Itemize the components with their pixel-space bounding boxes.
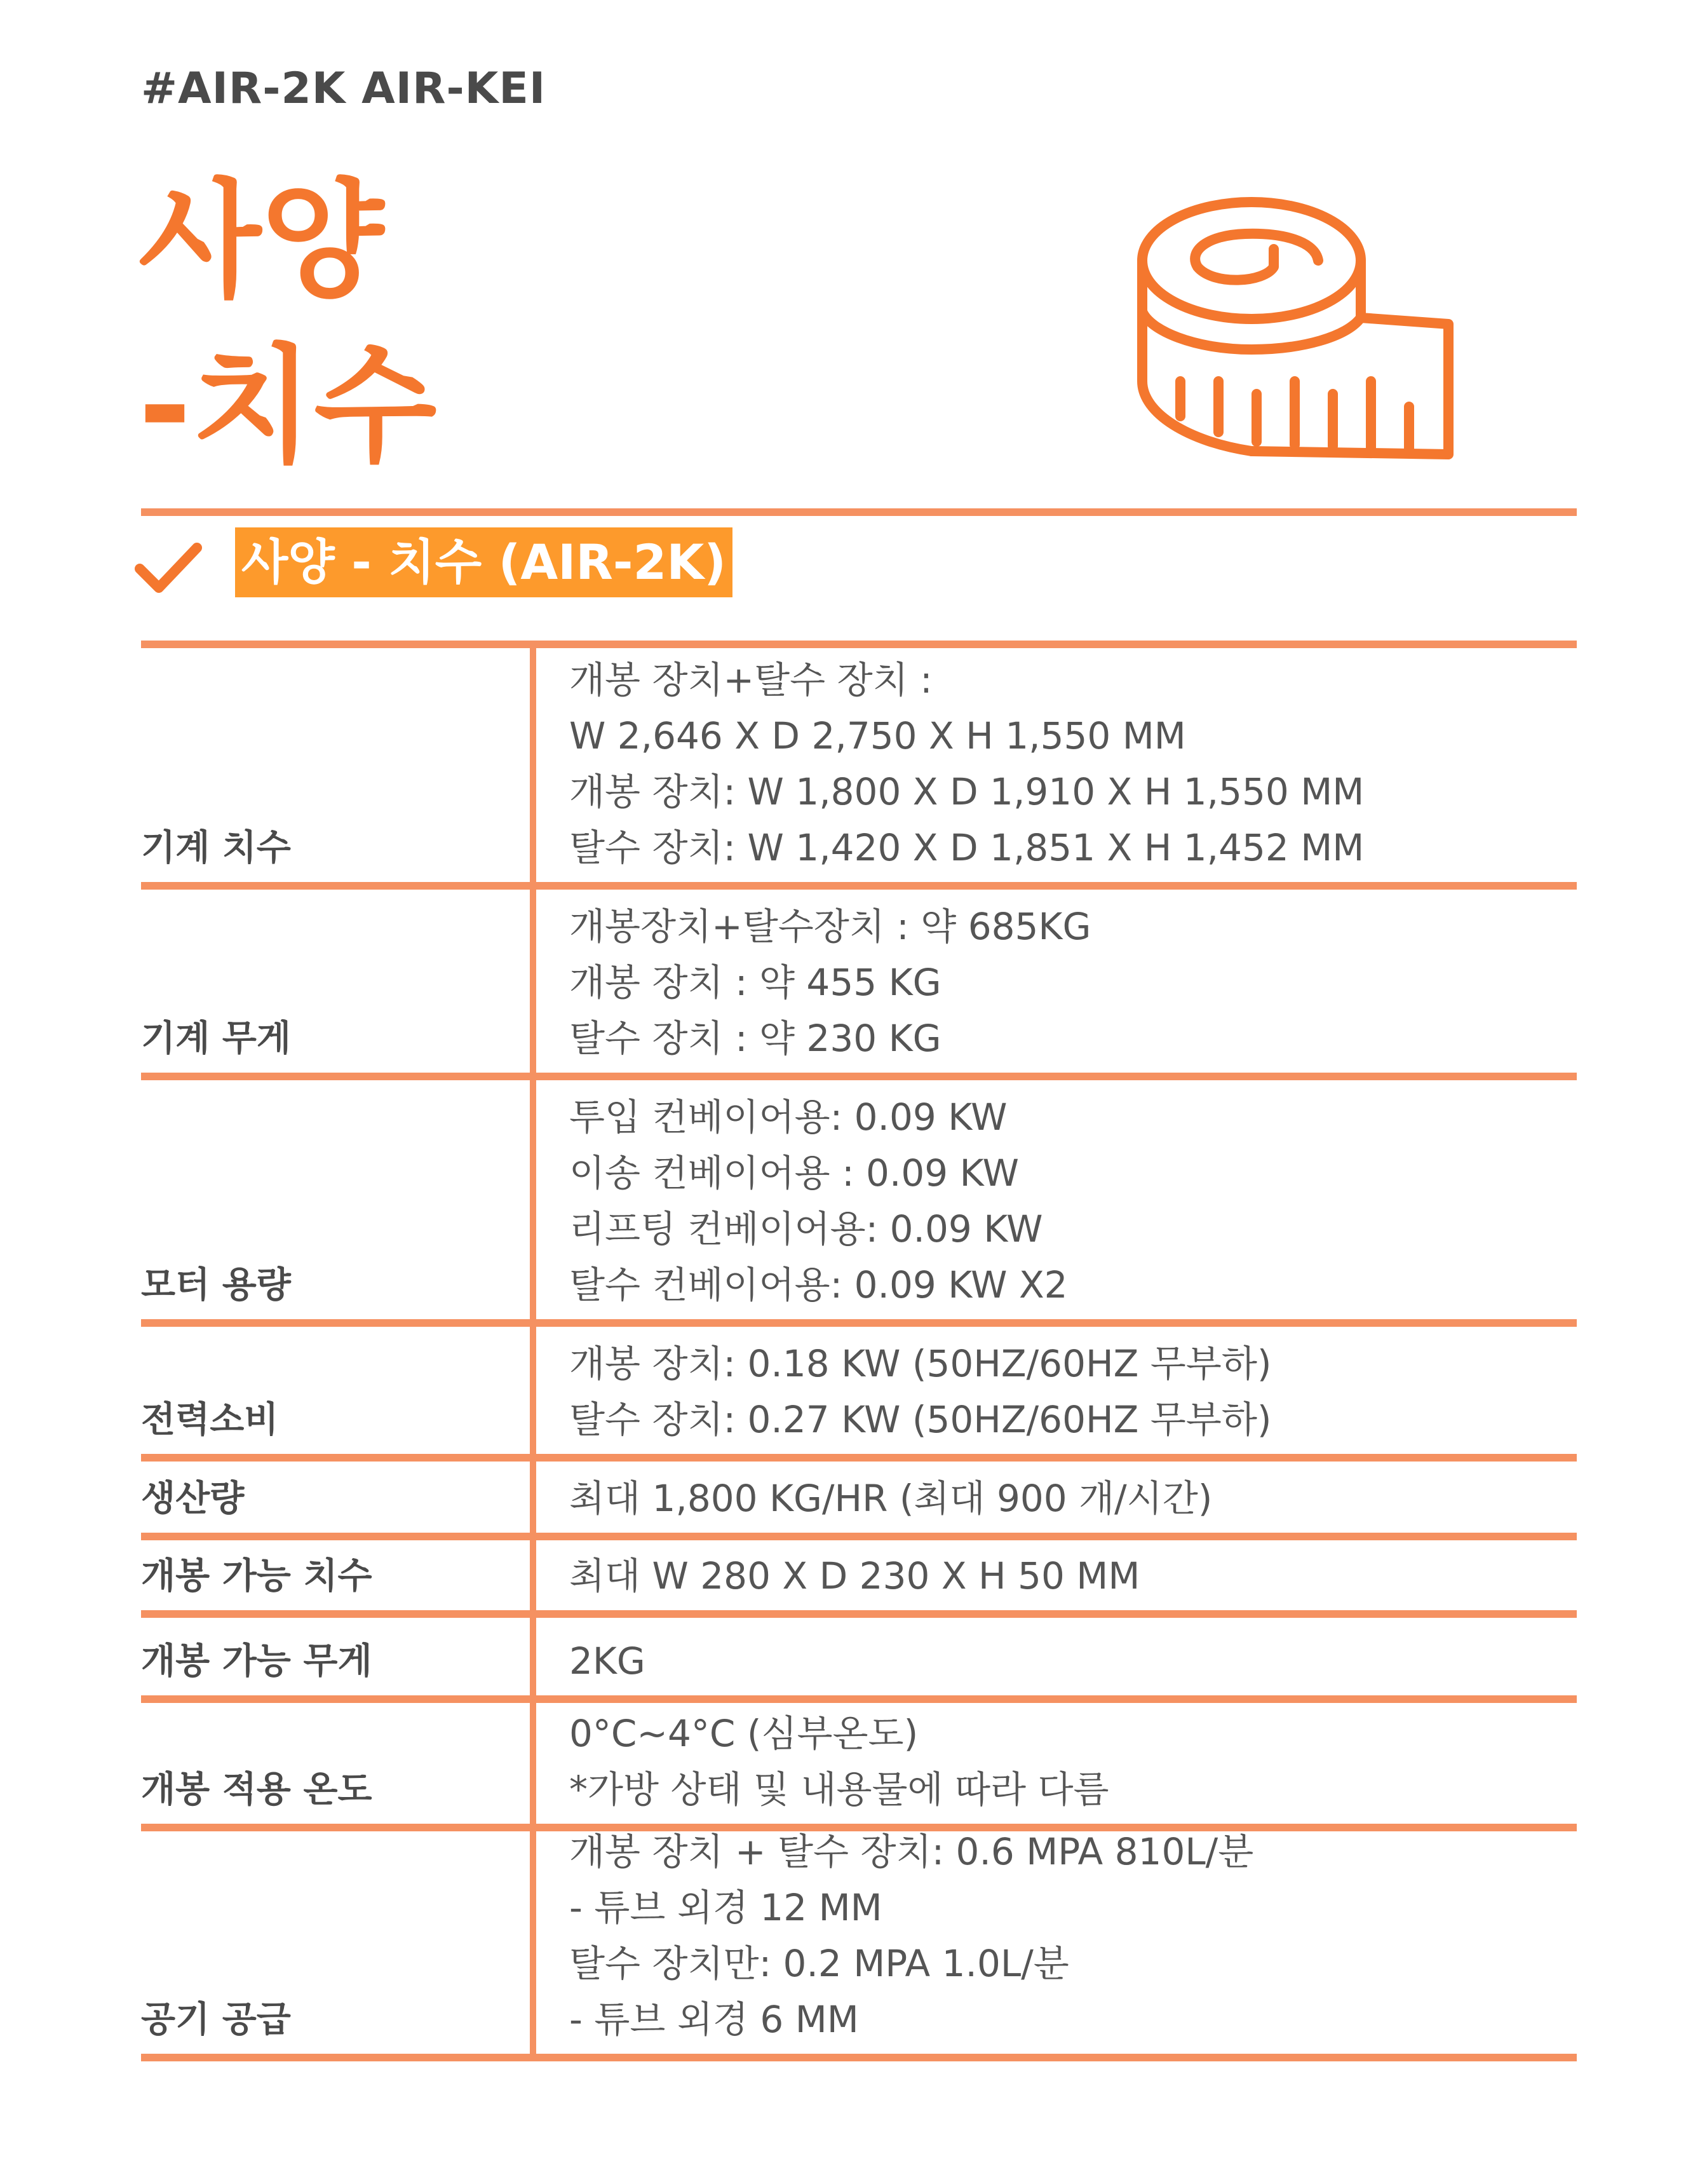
spec-value-line: 탈수 장치: W 1,420 X D 1,851 X H 1,452 MM <box>569 826 1365 869</box>
spec-row-machine-weight <box>0 890 1707 1073</box>
row-divider <box>141 1454 1577 1462</box>
spec-value-line: - 튜브 외경 6 MM <box>569 1998 859 2041</box>
spec-label: 개봉 가능 치수 <box>141 1556 372 1597</box>
spec-label: 개봉 가능 무게 <box>141 1641 372 1682</box>
spec-label: 생산량 <box>141 1478 245 1519</box>
row-divider <box>141 1695 1577 1703</box>
header-divider <box>141 508 1577 516</box>
row-divider <box>141 1533 1577 1540</box>
spec-value-line: 탈수 장치: 0.27 KW (50HZ/60HZ 무부하) <box>569 1398 1272 1441</box>
spec-value <box>569 1706 1109 1817</box>
spec-value-line: 개봉 장치 + 탈수 장치: 0.6 MPA 810L/분 <box>569 1830 1254 1873</box>
spec-row-power-consumption <box>0 1327 1707 1454</box>
row-divider <box>141 1610 1577 1618</box>
measuring-tape-icon <box>1137 191 1455 470</box>
spec-value-line: 리프팅 컨베이어용: 0.09 KW <box>569 1207 1043 1251</box>
table-bottom-rule <box>141 2054 1577 2061</box>
spec-value-line: - 튜브 외경 12 MM <box>569 1886 882 1929</box>
spec-value <box>569 899 1091 1066</box>
spec-value-line: 개봉 장치 : 약 455 KG <box>569 961 941 1004</box>
page-title-line-1: 사양 <box>138 167 384 315</box>
page-title-line-2: -치수 <box>138 332 437 480</box>
spec-value-line: W 2,646 X D 2,750 X H 1,550 MM <box>569 714 1186 757</box>
spec-row-openable-size <box>0 1540 1707 1610</box>
row-divider <box>141 1073 1577 1080</box>
spec-value <box>569 1089 1068 1313</box>
spec-value <box>569 1633 645 1689</box>
spec-row-production <box>0 1462 1707 1533</box>
row-divider <box>141 1319 1577 1327</box>
spec-value-line: 개봉 장치: W 1,800 X D 1,910 X H 1,550 MM <box>569 770 1365 813</box>
spec-value-line: 0°C~4°C (심부온도) <box>569 1712 919 1755</box>
spec-row-operating-temperature <box>0 1703 1707 1824</box>
spec-value <box>569 652 1364 876</box>
spec-value <box>569 1824 1253 2047</box>
spec-value-line: 이송 컨베이어용 : 0.09 KW <box>569 1151 1019 1195</box>
spec-row-machine-dimensions <box>0 648 1707 882</box>
spec-value-line: 최대 1,800 KG/HR (최대 900 개/시간) <box>569 1477 1213 1520</box>
spec-value-line: 최대 W 280 X D 230 X H 50 MM <box>569 1554 1140 1597</box>
spec-value <box>569 1548 1140 1604</box>
spec-value-line: 개봉 장치+탈수 장치 : <box>569 658 933 702</box>
spec-value-line: 투입 컨베이어용: 0.09 KW <box>569 1095 1008 1139</box>
spec-value <box>569 1470 1212 1526</box>
spec-value-line: 2KG <box>569 1639 645 1683</box>
spec-row-air-supply <box>0 1831 1707 2054</box>
page-title <box>138 159 436 489</box>
checkmark-icon <box>133 540 203 597</box>
spec-row-openable-weight <box>0 1618 1707 1695</box>
spec-value-line: 개봉 장치: 0.18 KW (50HZ/60HZ 무부하) <box>569 1342 1272 1385</box>
spec-label: 공기 공급 <box>141 1999 291 2040</box>
spec-label: 개봉 적용 온도 <box>141 1769 372 1810</box>
spec-label: 전력소비 <box>141 1399 279 1441</box>
spec-label: 모터 용량 <box>141 1265 291 1306</box>
section-title: 사양 - 치수 (AIR-2K) <box>235 527 732 597</box>
spec-value-line: 탈수 장치 : 약 230 KG <box>569 1017 941 1060</box>
spec-label: 기계 치수 <box>141 827 291 869</box>
table-top-rule <box>141 641 1577 648</box>
spec-value-line: 탈수 컨베이어용: 0.09 KW X2 <box>569 1263 1068 1306</box>
spec-value-line: 개봉장치+탈수장치 : 약 685KG <box>569 905 1091 948</box>
spec-value-line: 탈수 장치만: 0.2 MPA 1.0L/분 <box>569 1942 1069 1985</box>
model-tag: #AIR-2K AIR-KEI <box>141 64 546 114</box>
spec-value-line: *가방 상태 및 내용물에 따라 다름 <box>569 1768 1109 1811</box>
row-divider <box>141 882 1577 890</box>
spec-row-motor-capacity <box>0 1080 1707 1319</box>
spec-label: 기계 무게 <box>141 1018 291 1059</box>
spec-value <box>569 1336 1271 1448</box>
